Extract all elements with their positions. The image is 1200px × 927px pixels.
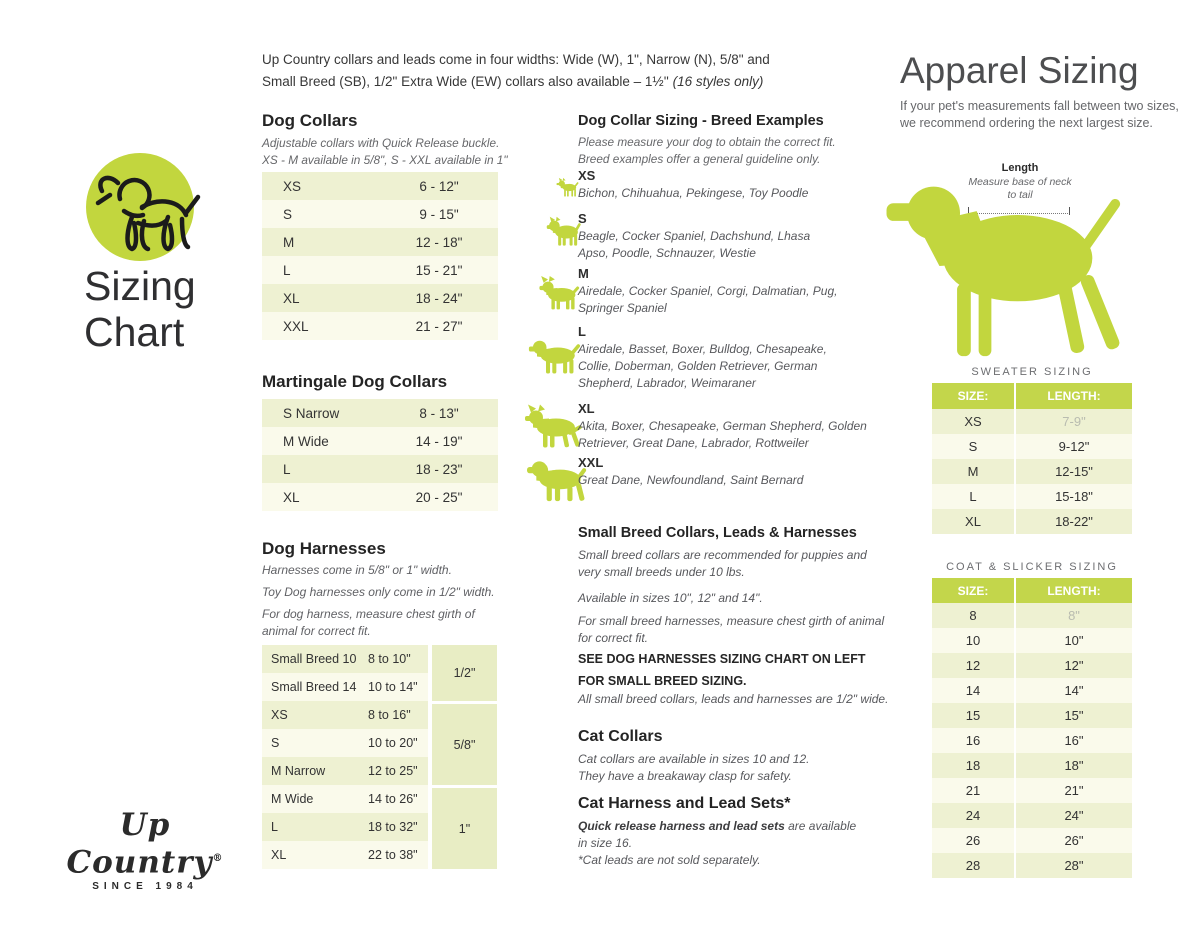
range-cell: 22 to 38" bbox=[368, 848, 418, 862]
table-row: XS 7-9" bbox=[932, 409, 1132, 434]
table-row bbox=[262, 228, 498, 256]
length-note: Measure base of neck to tail bbox=[968, 176, 1072, 201]
size-header: SIZE: bbox=[932, 383, 1016, 409]
breed-list: Airedale, Basset, Boxer, Bulldog, Chesapeake, Collie, Doberman, Golden Retriever, German Shepherd, Labrador, Weimaraner bbox=[578, 342, 827, 390]
length-label: Length bbox=[1001, 162, 1039, 174]
martingale-title: Martingale Dog Collars bbox=[262, 372, 448, 391]
size-cell: S bbox=[271, 736, 280, 750]
table-row bbox=[262, 200, 498, 228]
size-cell: L bbox=[283, 461, 291, 477]
table-row: XL 18-22" bbox=[932, 509, 1132, 534]
range-cell: 9 - 15" bbox=[419, 206, 459, 222]
size-cell: M Wide bbox=[271, 792, 314, 806]
range-cell: 8 to 10" bbox=[368, 652, 411, 666]
breed-size-label: XL bbox=[578, 401, 595, 416]
range-cell: 18 - 24" bbox=[415, 290, 463, 306]
size-cell: XL bbox=[283, 489, 300, 505]
table-row bbox=[262, 785, 428, 813]
table-row: 24 24" bbox=[932, 803, 1132, 828]
dog-collars-table bbox=[262, 172, 498, 340]
range-cell: 14 to 26" bbox=[368, 792, 418, 806]
table-row bbox=[262, 256, 498, 284]
size-cell: L bbox=[271, 820, 278, 834]
sweater-sizing-label: SWEATER SIZING bbox=[971, 366, 1093, 378]
range-cell: 10 to 14" bbox=[368, 680, 418, 694]
size-cell: Small Breed 10 bbox=[271, 652, 357, 666]
range-cell: 12 to 25" bbox=[368, 764, 418, 778]
width-group-cell: 1" bbox=[432, 788, 497, 869]
corgi-silhouette-icon bbox=[536, 276, 584, 312]
size-cell: M bbox=[283, 234, 295, 250]
breed-size-label: S bbox=[578, 211, 587, 226]
table-row: 15 15" bbox=[932, 703, 1132, 728]
table-row bbox=[262, 701, 428, 729]
up-country-logo bbox=[40, 808, 250, 892]
chihuahua-silhouette-icon bbox=[556, 174, 580, 202]
page-title bbox=[84, 263, 196, 355]
breed-size-label: M bbox=[578, 266, 589, 281]
table-row: 16 16" bbox=[932, 728, 1132, 753]
table-row: 26 26" bbox=[932, 828, 1132, 853]
range-cell: 8 to 16" bbox=[368, 708, 411, 722]
table-row: 10 10" bbox=[932, 628, 1132, 653]
table-row: L 15-18" bbox=[932, 484, 1132, 509]
intro-line2: Small Breed (SB), 1/2" Extra Wide (EW) collars also available – 1½'' (16 styles only) bbox=[262, 73, 764, 89]
harness-width-column bbox=[432, 645, 497, 869]
up-country-wordmark: Up Country® bbox=[66, 807, 224, 881]
small-breed-p3: For small breed harnesses, measure chest girth of animal for correct fit. bbox=[578, 614, 885, 645]
table-row bbox=[262, 841, 428, 869]
harnesses-notes: Harnesses come in 5/8" or 1" width. Toy Dog harnesses only come in 1/2" width. For dog harness, measure chest girth of animal for correct fit. bbox=[262, 563, 495, 638]
shepherd-silhouette-icon bbox=[524, 404, 584, 452]
table-row bbox=[262, 483, 498, 511]
retriever-silhouette-icon bbox=[528, 334, 582, 378]
size-cell: Small Breed 14 bbox=[271, 680, 357, 694]
coat-slicker-sizing-label: COAT & SLICKER SIZING bbox=[946, 561, 1118, 573]
table-row: 18 18" bbox=[932, 753, 1132, 778]
cat-harness-lead: Quick release harness and lead sets are available in size 16. bbox=[578, 819, 857, 850]
table-row bbox=[262, 729, 428, 757]
cat-harness-note: *Cat leads are not sold separately. bbox=[578, 853, 761, 867]
size-header: SIZE: bbox=[932, 578, 1016, 603]
table-row: 28 28" bbox=[932, 853, 1132, 878]
breed-entry-s bbox=[578, 211, 876, 262]
table-row bbox=[262, 455, 498, 483]
breed-list: Bichon, Chihuahua, Pekingese, Toy Poodle bbox=[578, 186, 809, 200]
harnesses-title: Dog Harnesses bbox=[262, 539, 386, 558]
cat-collars-line2: They have a breakaway clasp for safety. bbox=[578, 769, 792, 783]
breed-entry-xxl bbox=[578, 455, 876, 489]
dog-line-art-icon bbox=[74, 159, 206, 263]
cat-collars-line1: Cat collars are available in sizes 10 and 12. bbox=[578, 752, 810, 766]
cat-collars-title: Cat Collars bbox=[578, 728, 663, 745]
table-row: 14 14" bbox=[932, 678, 1132, 703]
page-title-line2: Chart bbox=[84, 309, 185, 355]
pointer-silhouette-icon bbox=[882, 168, 1138, 364]
table-row bbox=[262, 673, 428, 701]
martingale-table bbox=[262, 399, 498, 511]
apparel-sizing-title: Apparel Sizing bbox=[900, 50, 1139, 91]
breed-list: Great Dane, Newfoundland, Saint Bernard bbox=[578, 473, 804, 487]
harnesses-table bbox=[262, 645, 497, 869]
table-row bbox=[262, 172, 498, 200]
table-row bbox=[262, 813, 428, 841]
size-cell: XXL bbox=[283, 318, 309, 334]
breed-size-label: XXL bbox=[578, 455, 604, 470]
range-cell: 18 - 23" bbox=[415, 461, 463, 477]
intro-paragraph bbox=[262, 49, 902, 92]
size-cell: XS bbox=[283, 178, 302, 194]
width-group-cell: 5/8" bbox=[432, 704, 497, 785]
sweater-sizing-table bbox=[932, 383, 1132, 534]
size-cell: XL bbox=[271, 848, 287, 862]
size-cell: S bbox=[283, 206, 293, 222]
breed-examples-subtitle: Please measure your dog to obtain the correct fit. Breed examples offer a general guideline only. bbox=[578, 135, 836, 166]
range-cell: 14 - 19" bbox=[415, 433, 463, 449]
breed-list: Beagle, Cocker Spaniel, Dachshund, Lhasa Apso, Poodle, Schnauzer, Westie bbox=[578, 229, 811, 260]
page-title-line1: Sizing bbox=[84, 263, 196, 309]
small-breed-callout: SEE DOG HARNESSES SIZING CHART ON LEFT FOR SMALL BREED SIZING. bbox=[578, 652, 866, 688]
size-cell: XS bbox=[271, 708, 288, 722]
breed-entry-l bbox=[578, 324, 876, 392]
size-cell: L bbox=[283, 262, 291, 278]
coat-slicker-sizing-table bbox=[932, 578, 1132, 878]
table-row bbox=[262, 757, 428, 785]
breed-entry-xs bbox=[578, 168, 876, 202]
table-row bbox=[262, 312, 498, 340]
table-row: 12 12" bbox=[932, 653, 1132, 678]
brand-dog-circle bbox=[86, 153, 194, 261]
table-row: S 9-12" bbox=[932, 434, 1132, 459]
range-cell: 18 to 32" bbox=[368, 820, 418, 834]
dog-collars-title: Dog Collars bbox=[262, 111, 358, 130]
breed-examples-title: Dog Collar Sizing - Breed Examples bbox=[578, 113, 824, 129]
length-header: LENGTH: bbox=[1047, 583, 1101, 598]
breed-entry-xl bbox=[578, 401, 876, 452]
intro-styles-note: (16 styles only) bbox=[672, 73, 764, 89]
breed-list: Airedale, Cocker Spaniel, Corgi, Dalmatian, Pug, Springer Spaniel bbox=[578, 284, 838, 315]
length-header: LENGTH: bbox=[1047, 389, 1101, 403]
cat-harness-lead-bold: Quick release harness and lead sets bbox=[578, 819, 785, 833]
apparel-sizing-subtitle: If your pet's measurements fall between two sizes, we recommend ordering the next largest size. bbox=[900, 99, 1179, 130]
range-cell: 21 - 27" bbox=[415, 318, 463, 334]
table-row bbox=[262, 427, 498, 455]
since-1984-tagline: SINCE 1984 bbox=[92, 881, 198, 893]
size-cell: XL bbox=[283, 290, 300, 306]
table-header bbox=[932, 578, 1132, 603]
range-cell: 10 to 20" bbox=[368, 736, 418, 750]
size-cell: S Narrow bbox=[283, 405, 340, 421]
table-row: 21 21" bbox=[932, 778, 1132, 803]
intro-line1: Up Country collars and leads come in four widths: Wide (W), 1", Narrow (N), 5/8" and bbox=[262, 52, 770, 67]
range-cell: 8 - 13" bbox=[419, 405, 459, 421]
size-cell: M Narrow bbox=[271, 764, 326, 778]
breed-size-label: L bbox=[578, 324, 586, 339]
breed-list: Akita, Boxer, Chesapeake, German Shepherd, Golden Retriever, Great Dane, Labrador, Rottweiler bbox=[578, 419, 867, 450]
table-row bbox=[262, 284, 498, 312]
table-row: M 12-15" bbox=[932, 459, 1132, 484]
cat-harness-title: Cat Harness and Lead Sets* bbox=[578, 795, 791, 812]
breed-entry-m bbox=[578, 266, 876, 317]
dog-collars-subtitle: Adjustable collars with Quick Release buckle. XS - M available in 5/8", S - XXL available in 1" bbox=[262, 136, 508, 167]
range-cell: 15 - 21" bbox=[415, 262, 463, 278]
table-row bbox=[262, 399, 498, 427]
breed-size-label: XS bbox=[578, 168, 596, 183]
width-group-cell: 1/2" bbox=[432, 645, 497, 701]
size-cell: M Wide bbox=[283, 433, 329, 449]
small-breed-p2: Available in sizes 10", 12" and 14". bbox=[578, 591, 763, 605]
range-cell: 20 - 25" bbox=[415, 489, 463, 505]
range-cell: 6 - 12" bbox=[419, 178, 459, 194]
registered-mark: ® bbox=[212, 853, 224, 864]
small-breed-title: Small Breed Collars, Leads & Harnesses bbox=[578, 525, 857, 541]
small-breed-p1: Small breed collars are recommended for puppies and very small breeds under 10 lbs. bbox=[578, 548, 867, 579]
table-row bbox=[262, 645, 428, 673]
table-header bbox=[932, 383, 1132, 409]
table-row: 8 8" bbox=[932, 603, 1132, 628]
range-cell: 12 - 18" bbox=[415, 234, 463, 250]
small-breed-p4: All small breed collars, leads and harnesses are 1/2" wide. bbox=[578, 692, 889, 706]
